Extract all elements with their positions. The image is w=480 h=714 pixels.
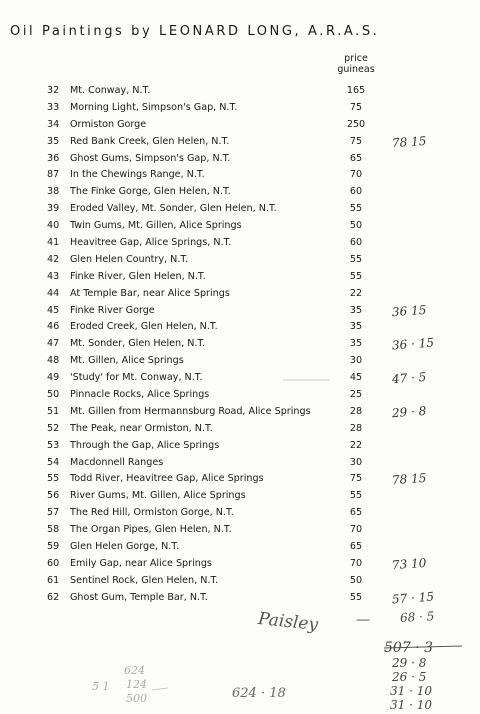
painting-title: Twin Gums, Mt. Gillen, Alice Springs — [70, 220, 242, 232]
painting-number: 54 — [47, 456, 60, 468]
painting-title: Ghost Gum, Temple Bar, N.T. — [70, 591, 208, 603]
painting-number: 34 — [47, 118, 60, 130]
painting-number: 50 — [47, 389, 60, 401]
faint-pencil-note: 500 — [126, 692, 147, 705]
painting-number: 36 — [47, 152, 60, 164]
faint-stroke — [152, 688, 168, 690]
painting-number: 58 — [47, 524, 60, 536]
painting-number: 43 — [47, 270, 60, 282]
painting-number: 57 — [47, 507, 60, 519]
painting-number: 51 — [47, 405, 60, 417]
painting-title: The Organ Pipes, Glen Helen, N.T. — [70, 524, 232, 536]
faint-pencil-note: 624 — [124, 664, 145, 677]
painting-price: 65 — [349, 152, 363, 164]
painting-number: 47 — [47, 338, 60, 350]
handwritten-tally-line: 31 · 10 — [390, 698, 432, 712]
painting-title: Finke River Gorge — [70, 304, 155, 316]
painting-title: Emily Gap, near Alice Springs — [70, 557, 212, 569]
painting-title: Eroded Valley, Mt. Sonder, Glen Helen, N.T. — [70, 203, 277, 215]
painting-number: 53 — [47, 439, 60, 451]
painting-title: Pinnacle Rocks, Alice Springs — [70, 389, 210, 401]
painting-price: 65 — [349, 507, 363, 519]
handwritten-tally-line: 31 · 10 — [390, 684, 432, 698]
painting-number: 35 — [47, 135, 60, 147]
painting-price: 55 — [349, 203, 363, 215]
painting-price: 22 — [349, 287, 363, 299]
handwritten-paisley: Paisley — [257, 608, 319, 636]
painting-price: 30 — [349, 456, 363, 468]
handwritten-price-note: 73 10 — [391, 555, 427, 573]
painting-number: 48 — [47, 355, 60, 367]
painting-title: Glen Helen Gorge, N.T. — [70, 541, 180, 553]
painting-title: Mt. Conway, N.T. — [70, 85, 151, 96]
painting-price: 65 — [349, 541, 363, 553]
painting-number: 61 — [47, 574, 60, 586]
catalogue-heading: Oil Paintings by LEONARD LONG, A.R.A.S. — [10, 24, 380, 39]
painting-price: 70 — [349, 557, 363, 569]
painting-title: In the Chewings Range, N.T. — [70, 169, 205, 181]
painting-price: 70 — [349, 169, 363, 181]
painting-price: 75 — [349, 473, 363, 485]
painting-title: Finke River, Glen Helen, N.T. — [70, 270, 206, 282]
painting-number: 39 — [47, 203, 60, 215]
painting-price: 55 — [349, 253, 363, 265]
painting-number: 42 — [47, 253, 60, 265]
painting-price: 50 — [349, 574, 363, 586]
painting-title: The Finke Gorge, Glen Helen, N.T. — [70, 186, 231, 198]
painting-price: 28 — [349, 422, 363, 434]
painting-title: River Gums, Mt. Gillen, Alice Springs — [70, 490, 246, 502]
price-header-line-2: guineas — [337, 64, 375, 75]
faint-pencil-note: 124 — [126, 678, 147, 691]
price-header-line-1: price — [344, 53, 368, 64]
painting-number: 44 — [47, 287, 60, 299]
faint-pencil-note: 5 1 — [92, 680, 110, 693]
painting-price: 25 — [349, 389, 363, 401]
handwritten-price-note: 36 15 — [391, 302, 427, 319]
handwritten-tally-line: 26 · 5 — [392, 670, 427, 684]
painting-number: 38 — [47, 186, 60, 198]
painting-number: 32 — [47, 85, 60, 96]
painting-title: Todd River, Heavitree Gap, Alice Springs — [70, 473, 264, 485]
painting-number: 46 — [47, 321, 60, 333]
pencil-note-bottom: 624 · 18 — [232, 686, 286, 701]
painting-price: 75 — [349, 135, 363, 147]
painting-number: 60 — [47, 557, 60, 569]
handwritten-price-note: 47 · 5 — [391, 369, 427, 387]
painting-number: 33 — [47, 101, 60, 113]
painting-title: Eroded Creek, Glen Helen, N.T. — [70, 321, 218, 333]
painting-price: 28 — [349, 405, 363, 417]
painting-number: 45 — [47, 304, 60, 316]
painting-number: 59 — [47, 541, 60, 553]
painting-title: The Peak, near Ormiston, N.T. — [70, 422, 213, 434]
painting-number: 87 — [47, 169, 60, 181]
painting-title: 'Study' for Mt. Conway, N.T. — [70, 372, 203, 384]
painting-title: Red Bank Creek, Glen Helen, N.T. — [70, 135, 230, 147]
painting-number: 55 — [47, 473, 60, 485]
painting-price: 55 — [349, 490, 363, 502]
painting-price: 45 — [349, 372, 363, 384]
handwritten-tally-total: 507 · 3 — [384, 640, 433, 656]
painting-title: Mt. Gillen, Alice Springs — [70, 355, 184, 367]
handwritten-tally-line: 29 · 8 — [392, 656, 427, 670]
handwritten-dash: — — [356, 612, 370, 628]
painting-price: 55 — [349, 591, 363, 603]
painting-title: Heavitree Gap, Alice Springs, N.T. — [70, 237, 232, 249]
painting-title: At Temple Bar, near Alice Springs — [70, 287, 230, 299]
painting-price: 250 — [346, 118, 366, 130]
painting-title: Glen Helen Country, N.T. — [70, 253, 189, 265]
painting-price: 35 — [349, 321, 363, 333]
painting-title: Sentinel Rock, Glen Helen, N.T. — [70, 574, 219, 586]
painting-price: 30 — [349, 355, 363, 367]
painting-number: 41 — [47, 237, 60, 249]
painting-price: 165 — [346, 85, 366, 96]
handwritten-price-note: 78 15 — [391, 471, 427, 488]
painting-price: 60 — [349, 186, 363, 198]
painting-price: 70 — [349, 524, 363, 536]
painting-price: 50 — [349, 220, 363, 232]
painting-title: Mt. Gillen from Hermannsburg Road, Alice Springs — [70, 405, 311, 417]
painting-title: The Red Hill, Ormiston Gorge, N.T. — [70, 507, 234, 519]
handwritten-paisley-value: 68 · 5 — [399, 609, 435, 625]
painting-title: Morning Light, Simpson's Gap, N.T. — [70, 101, 238, 113]
painting-number: 40 — [47, 220, 60, 232]
painting-number: 56 — [47, 490, 60, 502]
painting-price: 55 — [349, 270, 363, 282]
handwritten-price-note: 57 · 15 — [391, 589, 435, 607]
painting-price: 75 — [349, 101, 363, 113]
painting-number: 52 — [47, 422, 60, 434]
painting-number: 49 — [47, 372, 60, 384]
painting-price: 60 — [349, 237, 363, 249]
painting-title: Mt. Sonder, Glen Helen, N.T. — [70, 338, 206, 350]
handwritten-price-note: 29 · 8 — [391, 403, 427, 421]
painting-price: 35 — [349, 304, 363, 316]
handwritten-price-note: 36 · 15 — [391, 335, 435, 353]
painting-number: 62 — [47, 591, 60, 603]
painting-price: 22 — [349, 439, 363, 451]
handwritten-price-note: 78 15 — [391, 133, 427, 150]
painting-title: Through the Gap, Alice Springs — [70, 439, 220, 451]
painting-title: Ghost Gums, Simpson's Gap, N.T. — [70, 152, 231, 164]
painting-title: Ormiston Gorge — [70, 118, 147, 130]
painting-price: 35 — [349, 338, 363, 350]
painting-title: Macdonnell Ranges — [70, 456, 164, 468]
